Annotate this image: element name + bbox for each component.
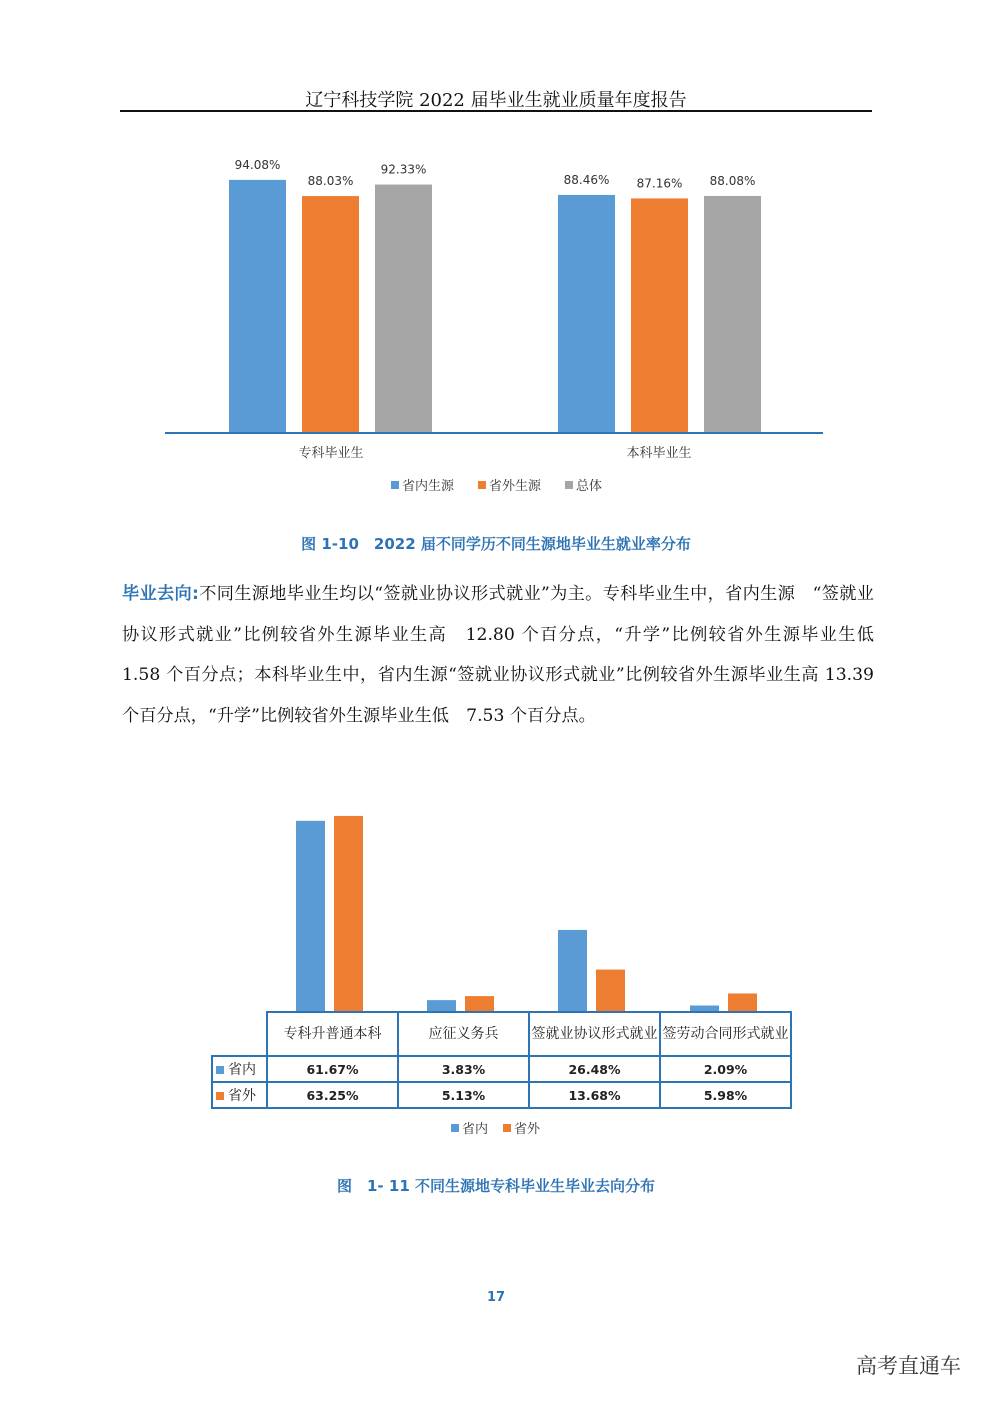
row-label-text: 省内 — [228, 1062, 256, 1078]
chart1-bar — [375, 185, 432, 432]
legend-swatch-in — [451, 1124, 459, 1132]
legend-label-total: 总体 — [576, 479, 603, 494]
table-cell: 2.09% — [660, 1056, 791, 1082]
legend-label-out: 省外生源 — [489, 479, 542, 494]
page-number: 17 — [486, 1290, 506, 1305]
chart1-data-label: 94.08% — [234, 157, 281, 172]
legend-swatch-out — [478, 481, 486, 489]
chart2-bar — [558, 930, 587, 1012]
chart1-data-label: 88.08% — [709, 173, 756, 188]
row-swatch-in — [216, 1066, 224, 1074]
report-header-title: 辽宁科技学院 2022 届毕业生就业质量年度报告 — [305, 90, 687, 111]
legend-swatch-in — [391, 481, 399, 489]
row-label-text: 省外 — [228, 1088, 256, 1104]
chart1-data-label: 88.03% — [307, 174, 354, 189]
body-paragraph — [122, 574, 892, 736]
chart2-data-table — [211, 1011, 792, 1109]
chart2-bar — [334, 816, 363, 1012]
row-swatch-out — [216, 1092, 224, 1100]
chart2-bar — [728, 993, 757, 1012]
table-cell: 26.48% — [529, 1056, 660, 1082]
table-header-cell: 签就业协议形式就业 — [529, 1012, 660, 1056]
chart2-bar — [296, 821, 325, 1012]
paragraph-lead: 毕业去向: — [122, 584, 199, 604]
table-header-cell: 应征义务兵 — [398, 1012, 529, 1056]
table-row — [212, 1082, 791, 1108]
figure-caption-1-11: 图 1- 11 不同生源地专科毕业生毕业去向分布 — [337, 1177, 655, 1195]
chart1-category-label: 专科毕业生 — [298, 446, 364, 461]
chart1-bar — [558, 195, 615, 432]
table-cell: 3.83% — [398, 1056, 529, 1082]
table-cell: 5.98% — [660, 1082, 791, 1108]
header-divider — [120, 110, 872, 112]
chart1-legend — [391, 478, 602, 494]
chart1-category-label: 本科毕业生 — [626, 446, 692, 461]
table-cell: 61.67% — [267, 1056, 398, 1082]
row-label-in — [212, 1056, 267, 1082]
watermark-text: 高考直通车 — [856, 1354, 961, 1378]
legend-label-in: 省内生源 — [402, 479, 455, 494]
chart2-legend — [440, 1118, 560, 1140]
table-cell: 63.25% — [267, 1082, 398, 1108]
table-header-cell: 签劳动合同形式就业 — [660, 1012, 791, 1056]
chart-employment-rate — [0, 140, 992, 510]
chart-destination-distribution — [0, 800, 992, 1015]
chart1-bar — [229, 180, 286, 432]
paragraph-text: 不同生源地毕业生均以“签就业协议形式就业”为主。专科毕业生中，省内生源 “签就业协议形式就业”比例较省外生源毕业生高 12.80 个百分点，“升学”比例较省外生源毕业生低 1.58 个百分点；本科毕业生中，省内生源“签就业协议形式就业”比例较省外生源毕业生高 13.39 个百分点，“升学”比例较省外生源毕业生低 7.53 个百分点。 — [122, 584, 892, 726]
legend-swatch-total — [565, 481, 573, 489]
chart1-data-label: 92.33% — [380, 162, 427, 177]
legend-swatch-out — [503, 1124, 511, 1132]
table-header-cell: 专科升普通本科 — [267, 1012, 398, 1056]
table-corner — [212, 1012, 267, 1056]
table-row — [212, 1056, 791, 1082]
chart1-data-label: 88.46% — [563, 172, 610, 187]
legend-label-out: 省外 — [514, 1122, 541, 1137]
table-cell: 13.68% — [529, 1082, 660, 1108]
table-cell: 5.13% — [398, 1082, 529, 1108]
chart1-bar — [631, 198, 688, 432]
chart1-bar — [302, 196, 359, 432]
figure-caption-1-10: 图 1-10 2022 届不同学历不同生源地毕业生就业率分布 — [301, 535, 691, 553]
chart2-bar — [596, 970, 625, 1012]
chart1-data-label: 87.16% — [636, 176, 683, 191]
chart2-bar — [465, 996, 494, 1012]
row-label-out — [212, 1082, 267, 1108]
chart1-bar — [704, 196, 761, 432]
legend-label-in: 省内 — [462, 1122, 489, 1137]
